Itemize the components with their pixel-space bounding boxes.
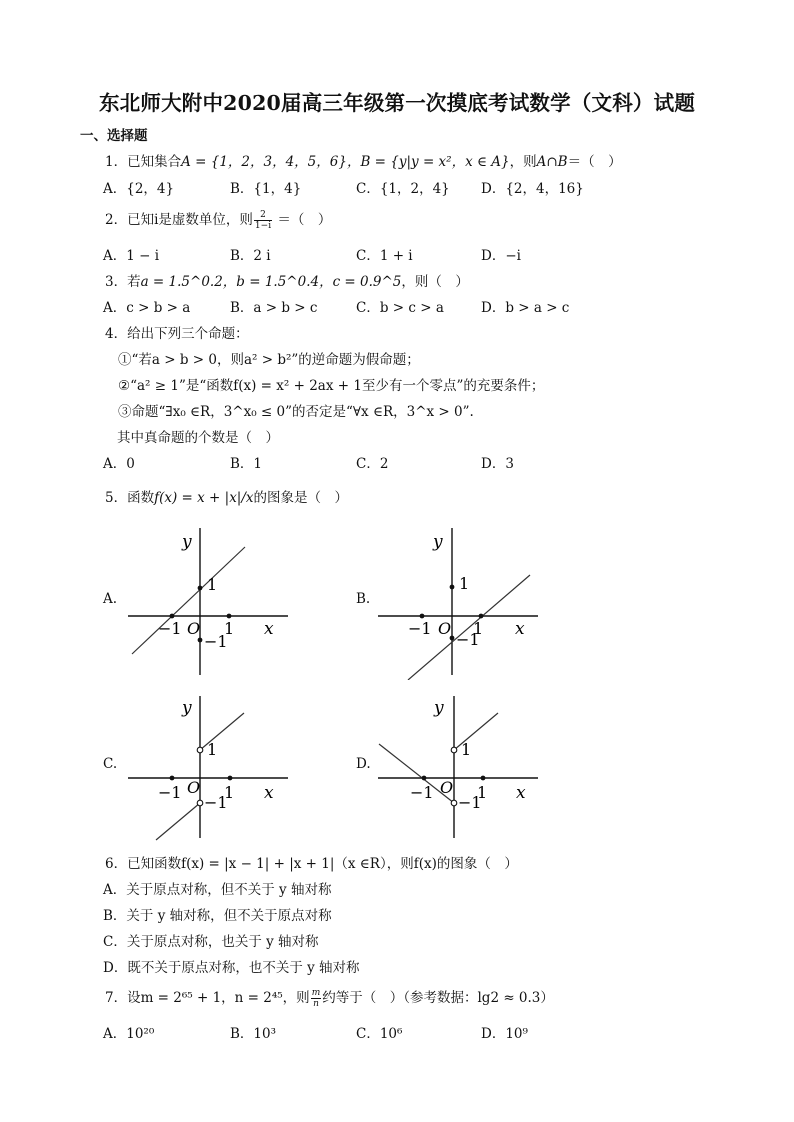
point-y1 xyxy=(450,585,455,590)
q4-option-d: D．3 xyxy=(481,456,514,472)
graph-b xyxy=(370,520,540,680)
label-one-x: 1 xyxy=(473,619,484,638)
point-neg1 xyxy=(170,614,175,619)
q6-option-d: D．既不关于原点对称，也不关于 y 轴对称 xyxy=(103,960,360,976)
graph-b-label: B. xyxy=(356,591,371,607)
q2-stem-prefix: 2．已知i是虚数单位，则 xyxy=(105,212,253,228)
label-neg-one-y: −1 xyxy=(458,793,482,812)
q4-option-a: A．0 xyxy=(103,456,135,472)
q2-option-d: D．−i xyxy=(481,248,521,264)
q6-option-a: A．关于原点对称，但不关于 y 轴对称 xyxy=(103,882,332,898)
label-neg-one-x: −1 xyxy=(158,783,182,802)
label-neg-one-y: −1 xyxy=(204,632,228,651)
q1-expr: A∩B xyxy=(536,154,568,170)
q2-stem-suffix: ＝（ ） xyxy=(273,212,332,228)
y-label: y xyxy=(182,532,192,552)
q2-frac-num: 2 xyxy=(254,210,272,221)
label-one-y: 1 xyxy=(459,574,470,593)
point-x1 xyxy=(479,614,484,619)
point-y1 xyxy=(198,586,203,591)
q7-option-d: D．10⁹ xyxy=(481,1026,528,1042)
label-one-y: 1 xyxy=(207,740,218,759)
q3-stem-suffix: ，则（ ） xyxy=(401,274,469,290)
q5-expr: f(x) = x + |x|/x xyxy=(154,490,254,506)
graph-d xyxy=(370,688,540,848)
label-one-y: 1 xyxy=(207,575,218,594)
x-label: x xyxy=(264,619,274,639)
q1-option-c: C．{1，2，4} xyxy=(356,181,450,197)
q7-stem-suffix: 约等于（ ）（参考数据：lg2 ≈ 0.3） xyxy=(322,990,554,1006)
y-label: y xyxy=(434,698,444,718)
label-neg-one-y: −1 xyxy=(456,630,480,649)
q1-option-b: B．{1，4} xyxy=(230,181,302,197)
label-one-x: 1 xyxy=(224,619,235,638)
q7-option-b: B．10³ xyxy=(230,1026,277,1042)
point-x1 xyxy=(481,776,486,781)
q2-frac-den: 1−i xyxy=(254,221,272,231)
origin-label: O xyxy=(187,619,201,638)
q4-proposition-2: ②“a² ≥ 1”是“函数f(x) = x² + 2ax + 1至少有一个零点”的充要条件； xyxy=(118,378,545,394)
label-neg-one-x: −1 xyxy=(408,619,432,638)
q4-option-b: B．1 xyxy=(230,456,263,472)
x-label: x xyxy=(515,619,525,639)
question-4-stem: 4．给出下列三个命题： xyxy=(105,326,249,342)
open-point-yneg1 xyxy=(451,800,457,806)
point-neg1 xyxy=(170,776,175,781)
q4-ask: 其中真命题的个数是（ ） xyxy=(117,430,279,446)
point-neg1 xyxy=(422,776,427,781)
open-point-y1 xyxy=(197,747,203,753)
q3-expr: a = 1.5^0.2，b = 1.5^0.4，c = 0.9^5 xyxy=(140,274,402,290)
graph-line-left xyxy=(156,803,200,840)
q1-option-a: A．{2，4} xyxy=(103,181,175,197)
y-label: y xyxy=(182,698,192,718)
label-one-y: 1 xyxy=(461,740,472,759)
q2-fraction xyxy=(254,210,272,231)
origin-label: O xyxy=(438,619,452,638)
q7-stem-prefix: 7．设m = 2⁶⁵ + 1，n = 2⁴⁵，则 xyxy=(105,990,310,1006)
q7-fraction xyxy=(311,988,322,1009)
q3-option-d: D．b > a > c xyxy=(481,300,570,316)
question-7-stem xyxy=(105,986,554,1009)
point-x1 xyxy=(228,776,233,781)
origin-label: O xyxy=(440,778,454,797)
q3-option-c: C．b > c > a xyxy=(356,300,444,316)
point-yneg1 xyxy=(198,638,203,643)
q2-option-a: A．1 − i xyxy=(103,248,160,264)
point-neg1 xyxy=(420,614,425,619)
graph-d-label: D. xyxy=(356,756,371,772)
y-label: y xyxy=(433,532,443,552)
question-6-stem: 6．已知函数f(x) = |x − 1| + |x + 1|（x ∈R），则f(x)的图象（ ） xyxy=(105,856,518,872)
q1-stem-mid: ，则 xyxy=(509,154,537,170)
q5-stem-prefix: 5．函数 xyxy=(105,490,155,506)
q2-option-b: B．2 i xyxy=(230,248,271,264)
q1-stem-suffix: ＝（ ） xyxy=(567,154,622,170)
q3-stem-prefix: 3．若 xyxy=(105,274,141,290)
point-x1 xyxy=(227,614,232,619)
q1-stem-prefix: 1．已知集合 xyxy=(105,154,182,170)
q7-frac-den: n xyxy=(313,999,319,1009)
x-label: x xyxy=(516,783,526,803)
question-5-stem xyxy=(105,486,348,506)
q4-option-c: C．2 xyxy=(356,456,389,472)
q2-option-c: C．1 + i xyxy=(356,248,413,264)
q6-option-b: B．关于 y 轴对称，但不关于原点对称 xyxy=(103,908,332,924)
q3-option-a: A．c > b > a xyxy=(103,300,191,316)
q3-option-b: B．a > b > c xyxy=(230,300,318,316)
label-neg-one-x: −1 xyxy=(410,783,434,802)
origin-label: O xyxy=(187,778,201,797)
graph-a-label: A. xyxy=(103,591,118,607)
q4-proposition-3: ③命题“∃x₀ ∈R，3^x₀ ≤ 0”的否定是“∀x ∈R，3^x > 0”. xyxy=(118,404,474,420)
label-neg-one-y: −1 xyxy=(204,793,228,812)
label-one-x: 1 xyxy=(477,783,488,802)
graph-a xyxy=(120,520,290,680)
q1-sets: A = {1，2，3，4，5，6}，B = {y|y = x²，x ∈ A} xyxy=(181,154,510,170)
question-1-stem xyxy=(105,150,622,170)
open-point-yneg1 xyxy=(197,800,203,806)
graph-c-label: C. xyxy=(103,756,118,772)
question-3-stem xyxy=(105,270,469,290)
label-neg-one-x: −1 xyxy=(158,619,182,638)
q7-option-a: A．10²⁰ xyxy=(103,1026,155,1042)
q4-proposition-1: ①“若a > b > 0，则a² > b²”的逆命题为假命题； xyxy=(118,352,420,368)
x-label: x xyxy=(264,783,274,803)
open-point-y1 xyxy=(451,747,457,753)
graph-c xyxy=(120,688,290,848)
q1-option-d: D．{2，4，16} xyxy=(481,181,584,197)
q6-option-c: C．关于原点对称，也关于 y 轴对称 xyxy=(103,934,319,950)
q7-frac-num: m xyxy=(311,988,321,998)
page-title: 东北师大附中2020届高三年级第一次摸底考试数学（文科）试题 xyxy=(98,91,696,115)
q7-option-c: C．10⁶ xyxy=(356,1026,403,1042)
question-2-stem xyxy=(105,208,331,231)
section-heading: 一、选择题 xyxy=(80,128,148,144)
label-one-x: 1 xyxy=(224,783,235,802)
q5-stem-suffix: 的图象是（ ） xyxy=(253,490,349,506)
